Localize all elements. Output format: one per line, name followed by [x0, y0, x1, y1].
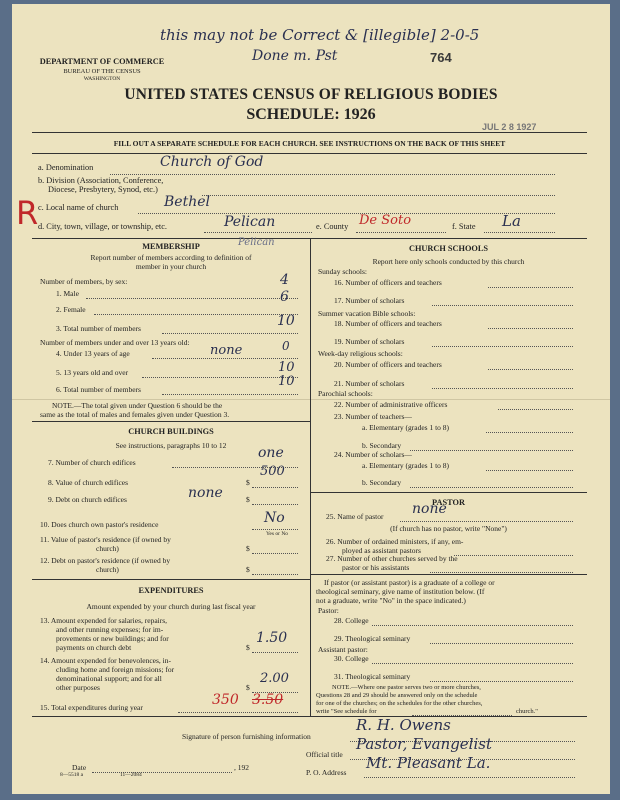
q9-dollar: $ [246, 495, 250, 504]
official-title-label: Official title [306, 750, 343, 759]
q15-value: 350 [212, 692, 239, 708]
state-line [484, 232, 555, 233]
q6-value: 10 [278, 374, 295, 389]
top-annotation-2: Done m. Pst [252, 48, 338, 64]
q25-label: 25. Name of pastor [326, 512, 384, 521]
q11-label-2: church) [96, 544, 119, 553]
rule-grid-bottom [32, 716, 587, 717]
q9-label: 9. Debt on church edifices [48, 495, 127, 504]
q8-label: 8. Value of church edifices [48, 478, 129, 487]
q10-label: 10. Does church own pastor's residence [40, 520, 159, 529]
q24-label: 24. Number of scholars— [334, 450, 412, 459]
division-line [202, 195, 555, 196]
county-label: e. County [316, 222, 349, 231]
q11-dollar: $ [246, 544, 250, 553]
q25-hint: (If church has no pastor, write "None") [390, 524, 507, 533]
q25-value: none [412, 501, 447, 517]
pastor-college-label: Pastor: [318, 606, 339, 615]
q13-line [252, 652, 298, 653]
local-name-label: c. Local name of church [38, 203, 119, 212]
q4-line [152, 358, 298, 359]
q14-label-4: other purposes [56, 683, 100, 692]
county-line [356, 232, 446, 233]
age-line-label: Number of members under and over 13 years old: [40, 338, 190, 347]
q5-label: 5. 13 years old and over [56, 368, 129, 377]
q29-line [430, 643, 573, 644]
q17-label: 17. Number of scholars [334, 296, 405, 305]
form-subtitle: SCHEDULE: 1926 [246, 106, 376, 123]
q14-dollar: $ [246, 683, 250, 692]
q7-label: 7. Number of church edifices [48, 458, 136, 467]
membership-header: MEMBERSHIP [142, 242, 200, 251]
q12-label: 12. Debt on pastor's residence (if owned by [40, 556, 171, 565]
pastor-note-5: church." [516, 708, 538, 715]
buildings-header: CHURCH BUILDINGS [128, 427, 214, 436]
q24a-label: a. Elementary (grades 1 to 8) [362, 461, 450, 470]
q27-label: 27. Number of other churches served by the [326, 554, 458, 563]
q9-line [252, 504, 298, 505]
census-schedule-sheet [12, 4, 610, 794]
po-address-label: P. O. Address [306, 768, 347, 777]
top-annotation: this may not be Correct & [illegible] 2-0-5 [160, 26, 480, 44]
q29-label: 29. Theological seminary [334, 634, 411, 643]
q24b-line [410, 487, 573, 488]
city-line [204, 232, 312, 233]
q8-dollar: $ [246, 478, 250, 487]
sunday-label: Sunday schools: [318, 267, 367, 276]
q10-line [252, 529, 298, 530]
q20-label: 20. Number of officers and teachers [334, 360, 442, 369]
q15-label: 15. Total expenditures during year [40, 703, 143, 712]
city-label: d. City, town, village, or township, etc. [38, 222, 167, 231]
q28-label: 28. College [334, 616, 369, 625]
q19-line [432, 346, 573, 347]
q1-value: 4 [280, 272, 289, 288]
q14-label-2: cluding home and foreign missions; for [56, 665, 175, 674]
q2-value: 6 [280, 289, 289, 305]
signature-label: Signature of person furnishing information [182, 732, 311, 741]
bureau-name: BUREAU OF THE CENSUS [63, 68, 141, 75]
q17-line [432, 305, 573, 306]
assistant-label: Assistant pastor: [318, 645, 368, 654]
q23-label: 23. Number of teachers— [334, 412, 412, 421]
q3-line [162, 333, 298, 334]
q4-value: none [210, 343, 243, 358]
membership-note: NOTE.—The total given under Question 6 should be the [52, 401, 223, 410]
q7-value: one [258, 445, 284, 461]
rule-buildings-end [32, 579, 310, 580]
buildings-sub: See instructions, paragraphs 10 to 12 [115, 441, 227, 450]
q11-label: 11. Value of pastor's residence (if owned by [40, 535, 171, 544]
form-number: 8—5518 a [60, 772, 84, 778]
division-label: b. Division (Association, Conference, [38, 176, 164, 185]
schools-header: CHURCH SCHOOLS [408, 244, 489, 253]
q3-label: 3. Total number of members [56, 324, 141, 333]
rule-top [32, 132, 587, 133]
q14-label-3: denominational support; and for all [56, 674, 162, 683]
q14-value: 2.00 [260, 671, 289, 686]
q23b-line [410, 450, 573, 451]
pastor-note-2: Questions 28 and 29 should be answered only on the schedule [316, 692, 478, 699]
date-line [92, 772, 232, 773]
membership-intro-2: member in your church [135, 262, 207, 271]
city-name: WASHINGTON [83, 76, 121, 82]
date-stamp: JUL 2 8 1927 [482, 122, 537, 132]
q21-line [432, 388, 573, 389]
q24a-line [486, 470, 573, 471]
q6-line [162, 394, 298, 395]
q12-line [252, 574, 298, 575]
department-name: DEPARTMENT OF COMMERCE [39, 57, 165, 66]
q22-line [498, 409, 573, 410]
q26-label: 26. Number of ordained ministers, if any, em- [326, 537, 464, 546]
q23a-line [486, 432, 573, 433]
q18-line [488, 328, 573, 329]
grad-note-2: theological seminary, give name of institution below. (If [316, 587, 485, 596]
division-label-2: Diocese, Presbytery, Synod, etc.) [48, 185, 158, 194]
q6-label: 6. Total number of members [56, 385, 141, 394]
q13-label: 13. Amount expended for salaries, repairs, [40, 616, 168, 625]
q10-value: No [264, 510, 285, 526]
q23a-label: a. Elementary (grades 1 to 8) [362, 423, 450, 432]
q5-value: 10 [278, 360, 295, 375]
date-year: , 192 [234, 763, 249, 772]
denomination-line [110, 174, 555, 175]
rule-instruction [32, 153, 587, 154]
q27-label-2: pastor or his assistants [342, 563, 410, 572]
q22-label: 22. Number of administrative officers [334, 400, 448, 409]
pastor-note: NOTE.—Where one pastor serves two or more churches, [332, 684, 481, 691]
q13-label-2: and other running expenses; for im- [56, 625, 164, 634]
q15-line [178, 712, 298, 713]
q1-label: 1. Male [56, 289, 79, 298]
pastor-header: PASTOR [432, 498, 465, 507]
q4-value-2: 0 [282, 339, 290, 353]
q13-dollar: $ [246, 643, 250, 652]
expenditures-sub: Amount expended by your church during last fiscal year [86, 602, 256, 611]
q27-line [430, 572, 573, 573]
q24b-label: b. Secondary [362, 478, 402, 487]
q30-line [372, 663, 573, 664]
q3-value: 10 [277, 313, 295, 329]
q31-line [430, 681, 573, 682]
stamp-number: 764 [430, 50, 452, 65]
q16-line [488, 287, 573, 288]
q5-line [142, 377, 298, 378]
q18-label: 18. Number of officers and teachers [334, 319, 442, 328]
fold-line [12, 399, 610, 400]
q25-line [400, 521, 573, 522]
q13-label-3: provements or new buildings; and for [56, 634, 169, 643]
parochial-label: Parochial schools: [318, 389, 373, 398]
print-number: 11—2084 [120, 772, 142, 778]
q21-label: 21. Number of scholars [334, 379, 405, 388]
grad-note: If pastor (or assistant pastor) is a graduate of a college or [324, 578, 495, 587]
q8-value: 500 [260, 464, 285, 479]
column-divider [310, 238, 311, 716]
q1-line [86, 298, 298, 299]
local-name-value: Bethel [164, 194, 210, 210]
po-address-line [364, 777, 575, 778]
official-title-value: Pastor, Evangelist [356, 735, 493, 753]
membership-hw-note: Pelican [238, 237, 275, 248]
q12-label-2: church) [96, 565, 119, 574]
date-label: Date [72, 763, 87, 772]
q8-line [252, 487, 298, 488]
expenditures-header: EXPENDITURES [138, 586, 204, 595]
state-value: La [502, 212, 521, 230]
q26-label-2: ployed as assistant pastors [342, 546, 421, 555]
summer-label: Summer vacation Bible schools: [318, 309, 416, 318]
q14-label: 14. Amount expended for benevolences, in- [40, 656, 172, 665]
q2-label: 2. Female [56, 305, 86, 314]
q20-line [488, 369, 573, 370]
pastor-note-3: for one of the churches; on the schedules for the other churches, [316, 700, 483, 707]
state-label: f. State [452, 222, 476, 231]
q13-value: 1.50 [256, 630, 288, 646]
rule-membership-end [32, 421, 310, 422]
q28-line [372, 625, 573, 626]
q10-hint: Yes or No [266, 531, 289, 537]
instruction-line: FILL OUT A SEPARATE SCHEDULE FOR EACH CHURCH. SEE INSTRUCTIONS ON THE BACK OF THIS SHEET [113, 139, 506, 148]
form-title: UNITED STATES CENSUS OF RELIGIOUS BODIES [124, 86, 498, 103]
q9-value: none [188, 485, 223, 501]
q11-line [252, 553, 298, 554]
q31-label: 31. Theological seminary [334, 672, 411, 681]
q30-label: 30. College [334, 654, 369, 663]
city-value: Pelican [224, 214, 276, 230]
local-name-line [138, 213, 555, 214]
weekday-label: Week-day religious schools: [318, 349, 403, 358]
rule-pastor-mid [310, 574, 587, 575]
pastor-note-4: write "See schedule for [316, 708, 377, 715]
po-address-value: Mt. Pleasant La. [366, 754, 491, 772]
q13-label-4: payments on church debt [56, 643, 132, 652]
membership-note-2: same as the total of males and females given under Question 3. [40, 410, 230, 419]
q23b-label: b. Secondary [362, 441, 402, 450]
grad-note-3: not a graduate, write "No" in the space indicated.) [316, 596, 466, 605]
signature-value: R. H. Owens [356, 716, 451, 734]
red-r-mark: R [16, 194, 39, 232]
q16-label: 16. Number of officers and teachers [334, 278, 442, 287]
q12-dollar: $ [246, 565, 250, 574]
denomination-value: Church of God [160, 154, 264, 170]
q4-label: 4. Under 13 years of age [56, 349, 130, 358]
q19-label: 19. Number of scholars [334, 337, 405, 346]
schools-sub: Report here only schools conducted by this church [372, 257, 525, 266]
q2-line [94, 314, 298, 315]
q26-line [454, 555, 573, 556]
rule-schools-end [310, 492, 587, 493]
members-by-sex-label: Number of members, by sex: [40, 277, 128, 286]
denomination-label: a. Denomination [38, 163, 94, 172]
membership-intro: Report number of members according to definition of [90, 253, 252, 262]
q15-value-struck: 3.50 [252, 692, 284, 708]
county-value: De Soto [359, 213, 412, 228]
